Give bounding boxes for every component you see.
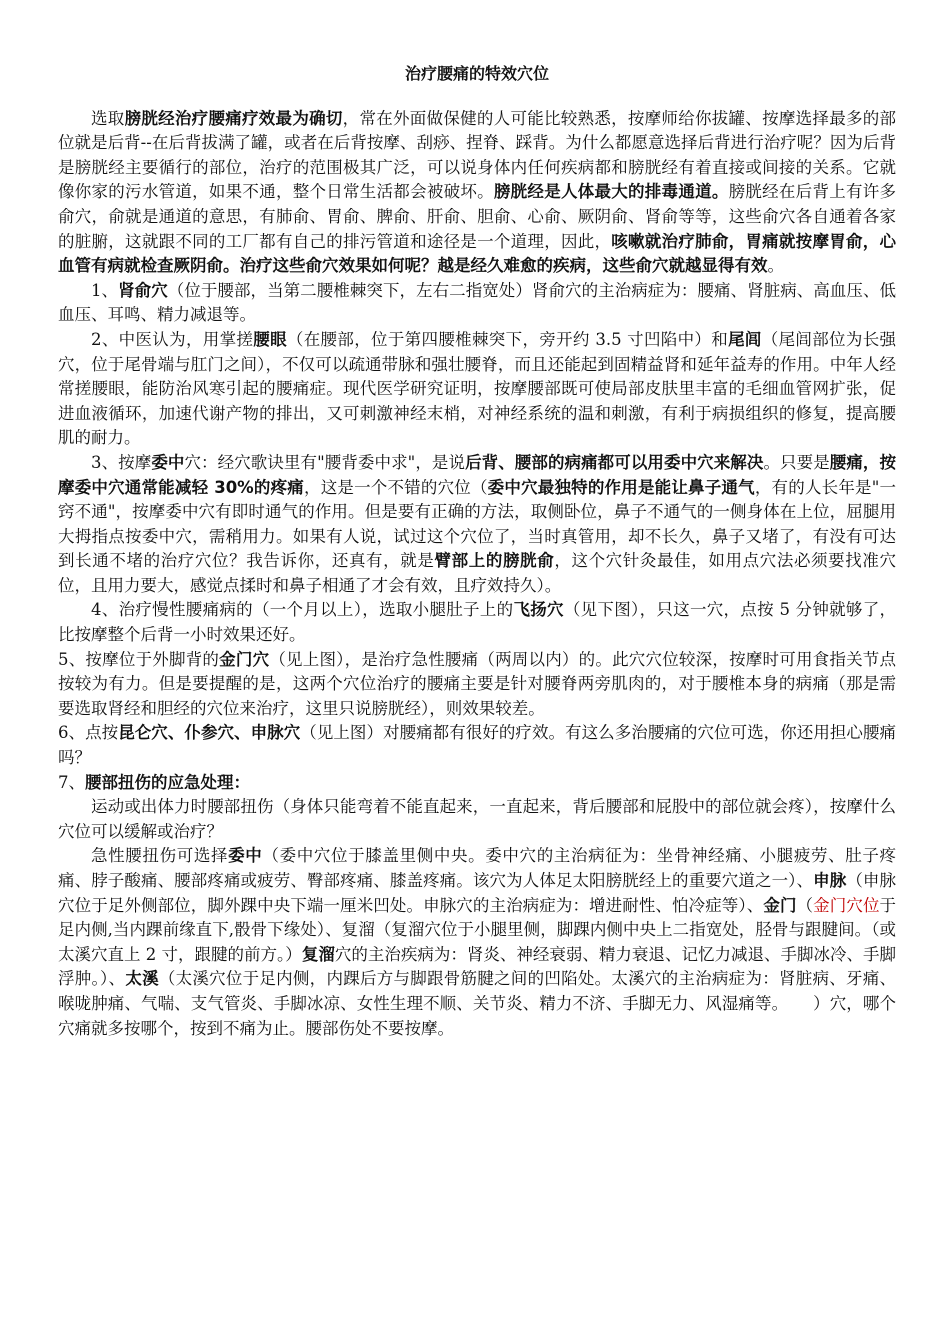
emphasis-text: 臂部上的膀胱俞 — [434, 551, 555, 571]
text-run: 选取 — [91, 108, 125, 128]
document-page — [58, 62, 896, 1041]
text-run: 3、按摩 — [91, 452, 152, 472]
text-run: ，常在外面做保健的人可能比较熟悉，按摩师给你拔罐、按摩选择最多的部位就是后背--在后背拔满了罐，或者在后背按摩、刮痧、捏脊、踩背。为什么都愿意选择后背进行治疗呢？因为后背是膀胱经主要循行的部位，治疗的范围极其广泛，可以说身体内任何疾病都和膀胱经有着直接或间接的关系。它就像你家的污水管道，如果不通，整个日常生活都会被破坏。 — [58, 108, 897, 202]
text-run: （见上图）对腰痛都有很好的疗效。有这么多治腰痛的穴位可选，你还用担心腰痛吗？ — [58, 723, 897, 768]
document-title: 治疗腰痛的特效穴位 — [404, 64, 549, 83]
acupoint-name: 委中 — [151, 452, 185, 472]
paragraph-item-6 — [58, 721, 896, 770]
acupoint-name: 申脉 — [813, 871, 847, 890]
text-run: 5、按摩位于外脚背的 — [58, 649, 220, 669]
emphasis-text: 膀胱经是人体最大的排毒通道。 — [493, 182, 729, 202]
emphasis-text: 咳嗽就治疗肺俞，胃痛就按摩胃俞，心血管有病就检查厥阴俞。治疗这些俞穴效果如何呢？越是经久难愈的疾病，这些俞穴就越显得有效 — [58, 231, 897, 276]
emphasis-text: 委中穴最独特的作用是能让鼻子通气 — [487, 477, 755, 497]
text-run: ，这是一个不错的穴位（ — [304, 477, 488, 497]
text-run: ，这个穴针灸最佳，如用点穴法必须要找准穴位，且用力要大，感觉点揉时和鼻子相通了才会有效，且疗效持久）。 — [58, 551, 897, 595]
acupoint-name: 金门 — [763, 895, 797, 915]
text-run: （见上图），是治疗急性腰痛（两周以内）的。此穴穴位较深，按摩时可用食指关节点按较为有力。但是要提醒的是，这两个穴位治疗的腰痛主要是针对腰脊两旁肌肉的，对于腰椎本身的病痛（那是需要选取肾经和胆经的穴位来治疗，这里只说膀胱经），则效果较差。 — [58, 649, 897, 718]
text-run: ，有的人长年是"一窍不通"，按摩委中穴有即时通气的作用。但是要有正确的方法，取侧卧位，鼻子不通气的一侧身体在上位，屈腿用大拇指点按委中穴，需稍用力。如果有人说，试过这个穴位了，当时真管用，却不长久，鼻子又堵了，有没有可达到长通不堵的治疗穴位？我告诉你，还真有，就是 — [58, 477, 896, 571]
emphasis-text: 后背、腰部的病痛都可以用委中穴来解决 — [465, 452, 764, 472]
text-run: （委中穴位于膝盖里侧中央。委中穴的主治病征为：坐骨神经痛、小腿疲劳、肚子疼痛、脖子酸痛、腰部疼痛或疲劳、臀部疼痛、膝盖疼痛。该穴为人体足太阳膀胱经上的重要穴道之一）、 — [58, 846, 897, 890]
text-run: （申脉穴位于足外侧部位，脚外踝中央下端一厘米凹处。申脉穴的主治病症为：增进耐性、怕冷症等）、 — [58, 871, 897, 915]
acupoint-name: 委中 — [228, 846, 263, 866]
text-run: 穴的主治疾病为：肾炎、神经衰弱、精力衰退、记忆力减退、手脚冰冷、手脚浮肿。）、 — [58, 944, 897, 989]
acupoint-name: 金门穴 — [219, 649, 270, 669]
acupoint-name: 复溜 — [301, 944, 335, 964]
text-run: 7、 — [58, 772, 85, 792]
acupoint-name: 飞扬穴 — [513, 600, 564, 620]
text-run: 6、点按 — [58, 723, 119, 743]
text-run: （见下图），只这一穴，点按 5 分钟就够了，比按摩整个后背一小时效果还好。 — [58, 600, 896, 645]
paragraph-item-1 — [58, 279, 896, 328]
text-run: （太溪穴位于足内侧，内踝后方与脚跟骨筋腱之间的凹陷处。太溪穴的主治病症为：肾脏病、牙痛、喉咙肿痛、气喘、支气管炎、手脚冰凉、女性生理不顺、关节炎、精力不济、手脚无力、风湿痛等。 ）穴，哪个穴痛就多按哪个，按到不痛为止。腰部伤处不要按摩。 — [58, 969, 897, 1038]
text-run: 急性腰扭伤可选择 — [91, 846, 229, 866]
acupoint-name: 昆仑穴、仆参穴、申脉穴 — [118, 723, 301, 743]
text-run: 于足内侧,当内踝前缘直下,骰骨下缘处）、复溜（复溜穴位于小腿里侧，脚踝内侧中央上二指宽处，胫骨与跟腱间。（或太溪穴直上 2 寸，跟腱的前方。） — [58, 895, 897, 964]
text-run: 。 — [767, 256, 784, 276]
text-run: 。只要是 — [763, 452, 830, 472]
acupoint-name: 太溪 — [125, 969, 159, 989]
section-heading-sprain — [58, 771, 896, 796]
paragraph-sprain-question: 运动或出体力时腰部扭伤（身体只能弯着不能直起来，一直起来，背后腰部和屁股中的部位就会疼），按摩什么穴位可以缓解或治疗？ — [58, 797, 896, 841]
emphasis-text: 膀胱经治疗腰痛疗效最为确切 — [124, 108, 343, 128]
emphasis-text: 腰痛，按摩委中穴通常能减轻 30%的疼痛 — [58, 452, 897, 497]
text-run: （在腰部，位于第四腰椎棘突下，旁开约 3.5 寸凹陷中）和 — [286, 329, 729, 349]
acupoint-name: 尾闾 — [728, 329, 762, 349]
paragraph-item-4 — [58, 598, 896, 647]
paragraph-sprain-answer — [58, 844, 896, 1041]
paragraph-intro — [58, 107, 896, 279]
acupoint-name: 肾俞穴 — [118, 280, 168, 300]
section-heading-text: 腰部扭伤的应急处理： — [85, 772, 250, 792]
acupoint-name: 腰眼 — [253, 329, 287, 349]
text-run: （位于腰部，当第二腰椎棘突下，左右二指宽处）肾俞穴的主治病症为：腰痛、肾脏病、高血压、低血压、耳鸣、精力减退等。 — [58, 280, 897, 325]
text-run: 4、治疗慢性腰痛病的（一个月以上），选取小腿肚子上的 — [91, 600, 514, 620]
text-run: 膀胱经在后背上有许多俞穴，俞就是通道的意思，有肺俞、胃俞、脾俞、肝俞、胆俞、心俞、厥阴俞、肾俞等等，这些俞穴各自通着各家的脏腑，这就跟不同的工厂都有自己的排污管道和途径是一个道理，因此， — [58, 182, 897, 251]
paragraph-item-5 — [58, 648, 896, 722]
text-run: 2、中医认为，用掌搓 — [91, 329, 254, 349]
highlighted-text: 金门穴位 — [813, 895, 880, 915]
text-run: 1、 — [91, 280, 119, 300]
paragraph-item-3 — [58, 451, 896, 599]
text-run: （ — [796, 895, 814, 915]
text-run: （尾闾部位为长强穴，位于尾骨端与肛门之间），不仅可以疏通带脉和强壮腰脊，而且还能起到固精益肾和延年益寿的作用。中年人经常搓腰眼，能防治风寒引起的腰痛症。现代医学研究证明，按摩腰部既可使局部皮肤里丰富的毛细血管网扩张，促进血液循环，加速代谢产物的排出，又可刺激神经末梢，对神经系统的温和刺激，有利于病损组织的修复，提高腰肌的耐力。 — [58, 329, 897, 448]
text-run: 穴：经穴歌诀里有"腰背委中求"，是说 — [184, 452, 466, 472]
paragraph-item-2 — [58, 328, 896, 451]
